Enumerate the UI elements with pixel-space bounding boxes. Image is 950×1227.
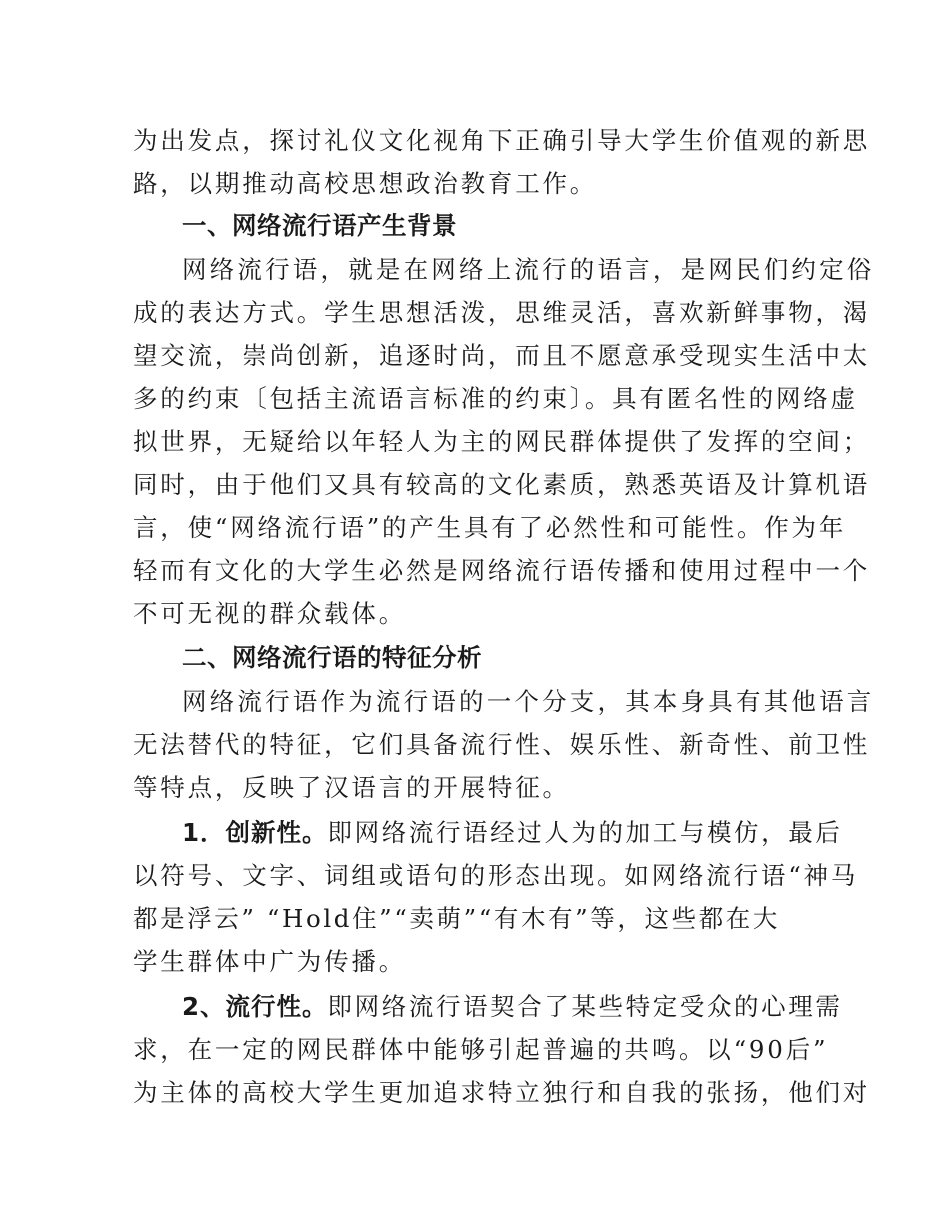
text-line: 为主体的高校大学生更加追求特立独行和自我的张扬，他们对 xyxy=(133,1078,871,1107)
text-line: 都是浮云” “Hold住”“卖萌”“有木有”等，这些都在大 xyxy=(133,904,780,933)
text-line: 拟世界，无疑给以年轻人为主的网民群体提供了发挥的空间； xyxy=(133,427,871,456)
text-line: 网络流行语，就是在网络上流行的语言，是网民们约定俗 xyxy=(182,255,875,284)
point-2-line xyxy=(0,985,950,1029)
section-heading-2: 二、网络流行语的特征分析 xyxy=(182,643,482,672)
text-line: 学生群体中广为传播。 xyxy=(133,947,406,976)
text-line: 多的约束〔包括主流语言标准的约束〕。具有匿名性的网络虚 xyxy=(133,384,858,413)
text-line: 言，使“网络流行语”的产生具有了必然性和可能性。作为年 xyxy=(133,513,847,542)
text-line: 无法替代的特征，它们具备流行性、娱乐性、新奇性、前卫性 xyxy=(133,730,871,759)
text-line: 轻而有文化的大学生必然是网络流行语传播和使用过程中一个 xyxy=(133,556,871,585)
text-line: 望交流，崇尚创新，追逐时尚，而且不愿意承受现实生活中太 xyxy=(133,341,871,370)
point-1-text: 即网络流行语经过人为的加工与模仿，最后 xyxy=(327,818,843,847)
text-line: 以符号、文字、词组或语句的形态出现。如网络流行语“神马 xyxy=(133,861,859,890)
section-heading-1: 一、网络流行语产生背景 xyxy=(182,211,457,240)
point-1-line xyxy=(0,811,950,855)
text-line: 同时，由于他们又具有较高的文化素质，熟悉英语及计算机语 xyxy=(133,470,871,499)
point-2-text: 即网络流行语契合了某些特定受众的心理需 xyxy=(327,992,843,1021)
text-line: 为出发点，探讨礼仪文化视角下正确引导大学生价值观的新思 xyxy=(133,126,871,155)
text-line: 成的表达方式。学生思想活泼，思维灵活，喜欢新鲜事物，渴 xyxy=(133,298,871,327)
text-line: 求，在一定的网民群体中能够引起普遍的共鸣。以“90后” xyxy=(133,1035,829,1064)
point-2-lead: 2、流行性。 xyxy=(182,992,328,1021)
text-line: 路，以期推动高校思想政治教育工作。 xyxy=(133,169,598,198)
text-line: 不可无视的群众载体。 xyxy=(133,599,406,628)
point-1-lead: 1．创新性。 xyxy=(182,818,328,847)
text-line: 网络流行语作为流行语的一个分支，其本身具有其他语言 xyxy=(182,687,875,716)
text-line: 等特点，反映了汉语言的开展特征。 xyxy=(133,773,570,802)
